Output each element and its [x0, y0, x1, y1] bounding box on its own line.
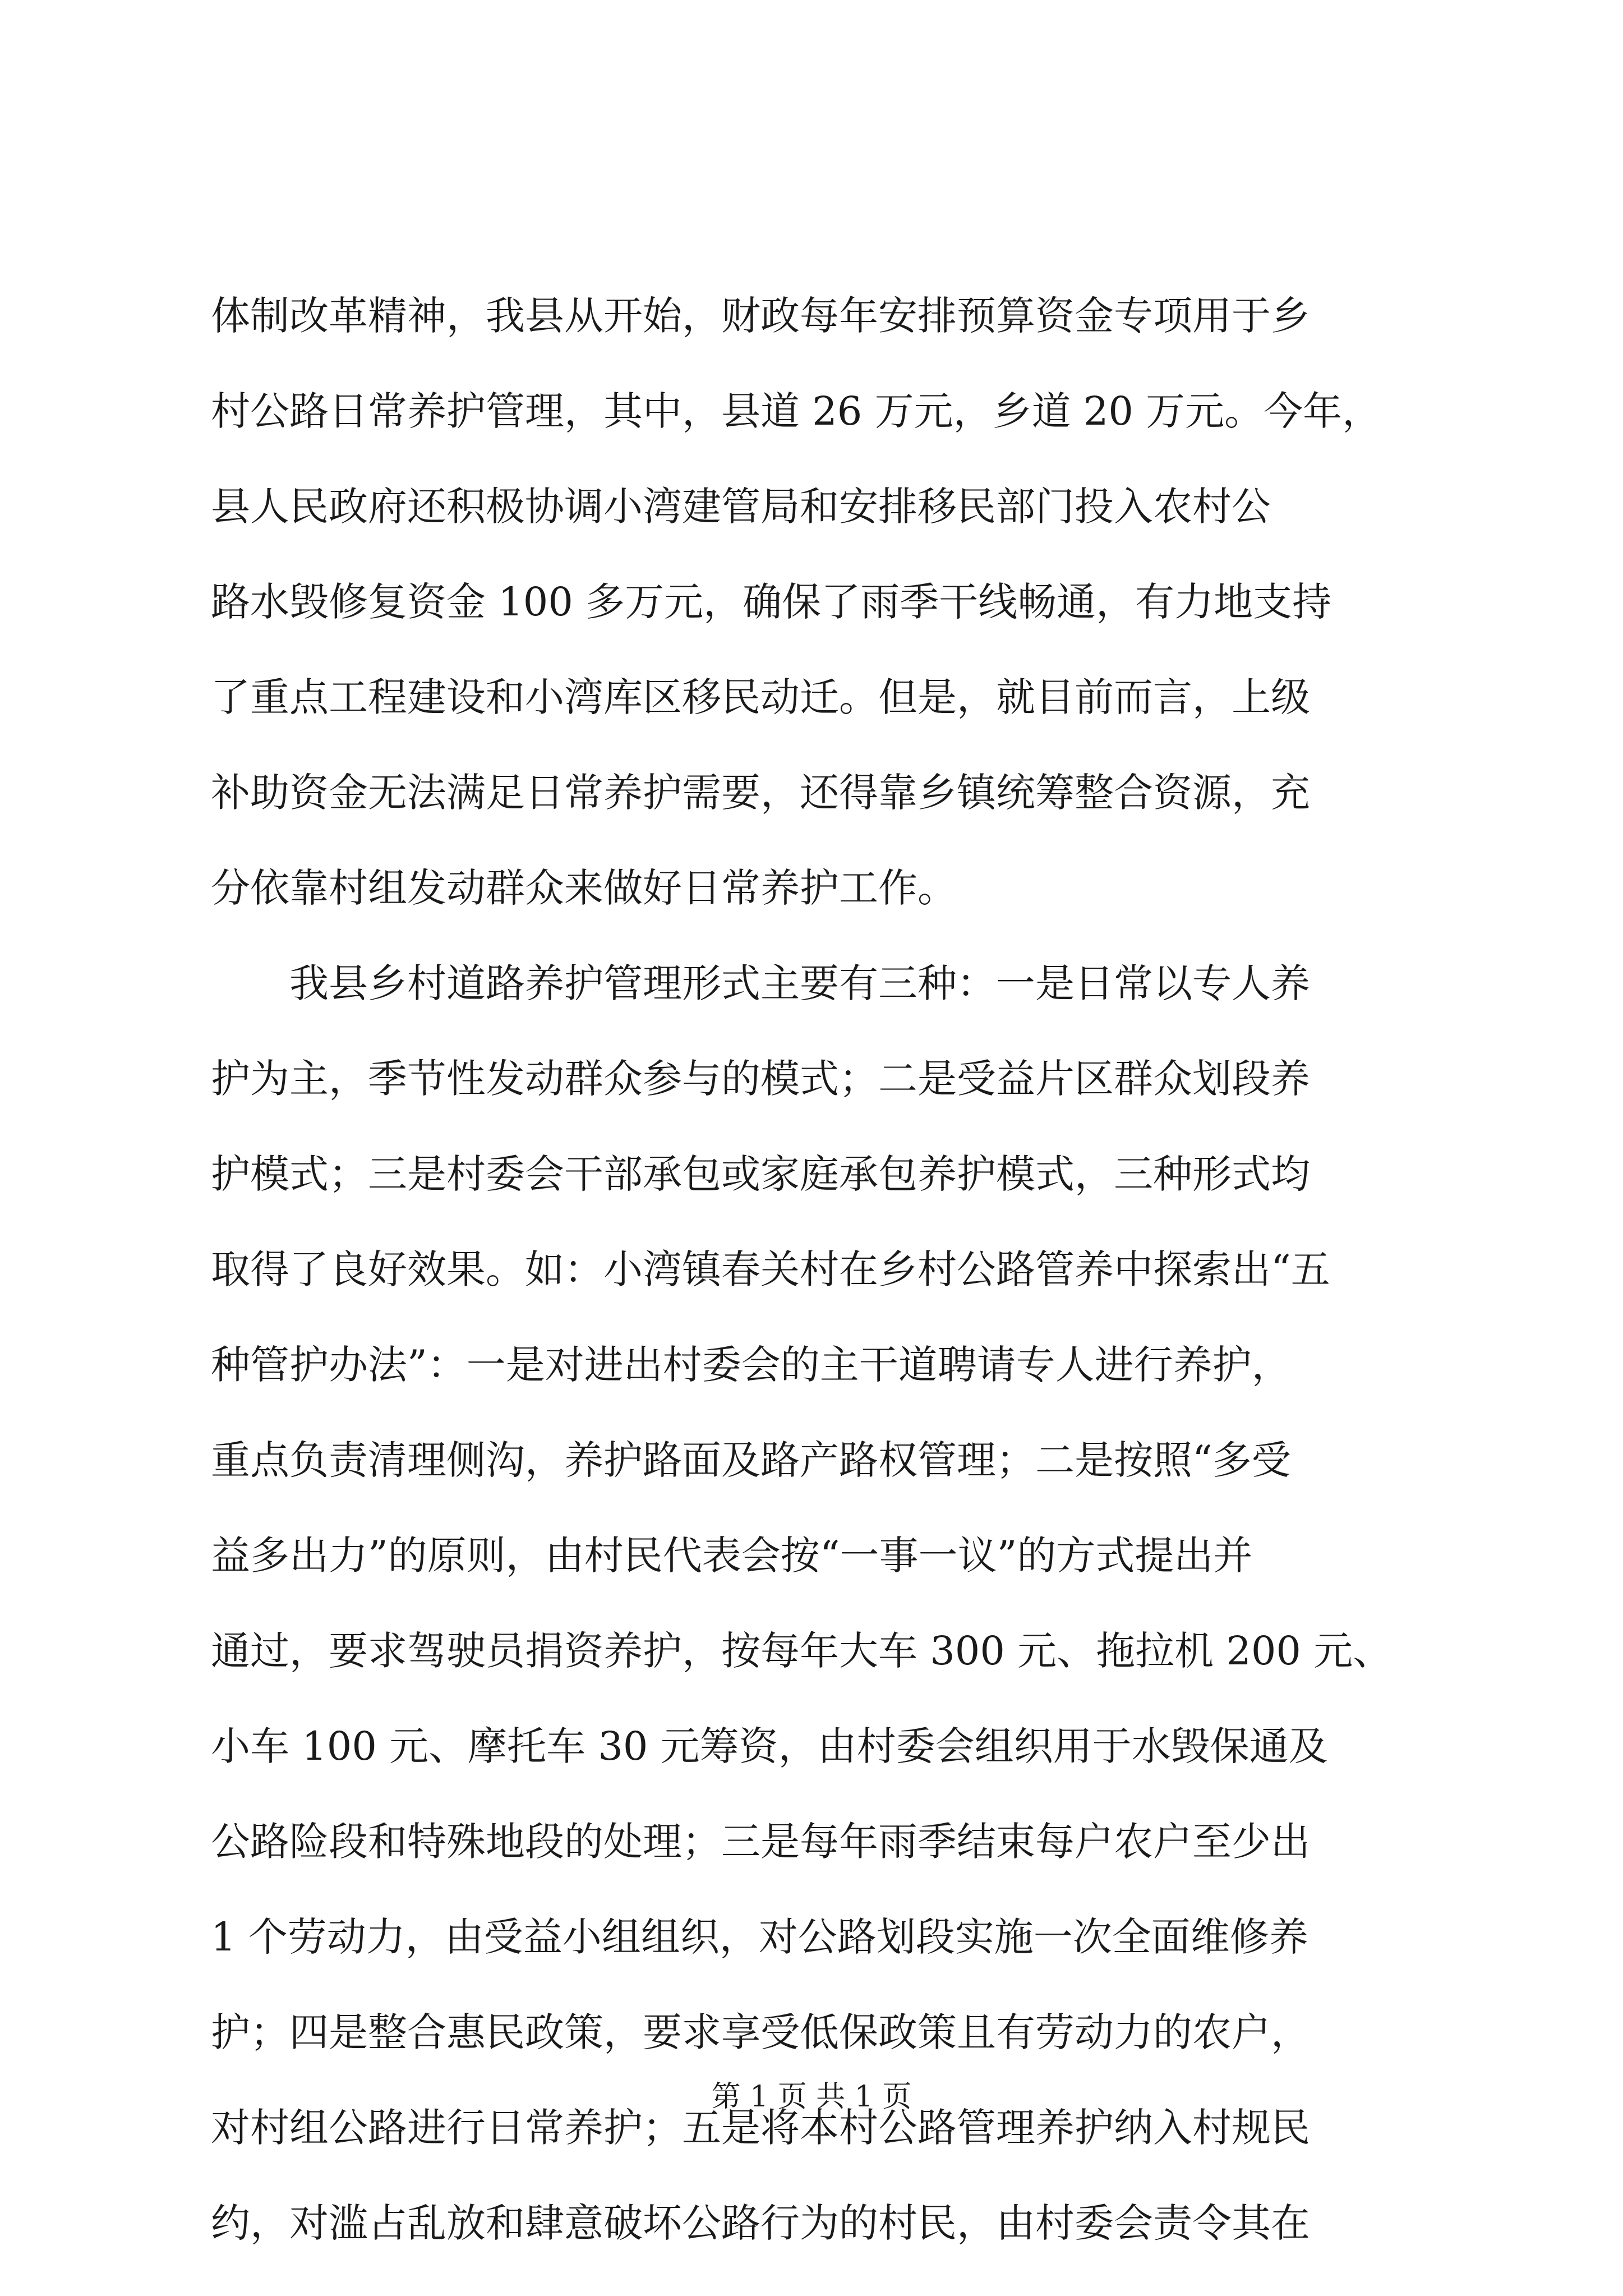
document-body	[211, 268, 1417, 2271]
text-line: 对村组公路进行日常养护；五是将本村公路管理养护纳入村规民	[211, 2105, 1310, 2151]
text-line: 种管护办法”：一是对进出村委会的主干道聘请专人进行养护，	[211, 1342, 1291, 1388]
text-line: 了重点工程建设和小湾库区移民动迁。但是，就目前而言，上级	[211, 674, 1310, 720]
text-line: 约，对滥占乱放和肆意破坏公路行为的村民，由村委会责令其在	[211, 2200, 1310, 2246]
text-line: 小车 100 元、摩托车 30 元筹资，由村委会组织用于水毁保通及	[211, 1723, 1328, 1769]
text-line: 益多出力”的原则，由村民代表会按“一事一议”的方式提出并	[211, 1533, 1253, 1579]
text-line: 护；四是整合惠民政策，要求享受低保政策且有劳动力的农户，	[211, 2009, 1310, 2055]
text-line: 护模式；三是村委会干部承包或家庭承包养护模式，三种形式均	[211, 1151, 1310, 1197]
page-footer: 第 1 页 共 1 页	[711, 2080, 912, 2114]
text-line: 路水毁修复资金 100 多万元，确保了雨季干线畅通，有力地支持	[211, 579, 1332, 625]
text-line: 分依靠村组发动群众来做好日常养护工作。	[211, 865, 957, 911]
text-line: 护为主，季节性发动群众参与的模式；二是受益片区群众划段养	[211, 1056, 1310, 1102]
text-line: 通过，要求驾驶员捐资养护，按每年大车 300 元、拖拉机 200 元、	[211, 1628, 1393, 1674]
text-line: 我县乡村道路养护管理形式主要有三种：一是日常以专人养	[211, 960, 1310, 1006]
text-line: 取得了良好效果。如：小湾镇春关村在乡村公路管养中探索出“五	[211, 1246, 1330, 1292]
text-line: 村公路日常养护管理，其中，县道 26 万元，乡道 20 万元。今年，	[211, 388, 1382, 434]
text-line: 体制改革精神，我县从开始，财政每年安排预算资金专项用于乡	[211, 293, 1310, 339]
text-line: 1 个劳动力，由受益小组组织，对公路划段实施一次全面维修养	[211, 1914, 1308, 1960]
text-line: 公路险段和特殊地段的处理；三是每年雨季结束每户农户至少出	[211, 1819, 1310, 1865]
text-line: 县人民政府还积极协调小湾建管局和安排移民部门投入农村公	[211, 484, 1271, 530]
text-line: 补助资金无法满足日常养护需要，还得靠乡镇统筹整合资源，充	[211, 770, 1310, 816]
text-line: 重点负责清理侧沟，养护路面及路产路权管理；二是按照“多受	[211, 1437, 1291, 1483]
